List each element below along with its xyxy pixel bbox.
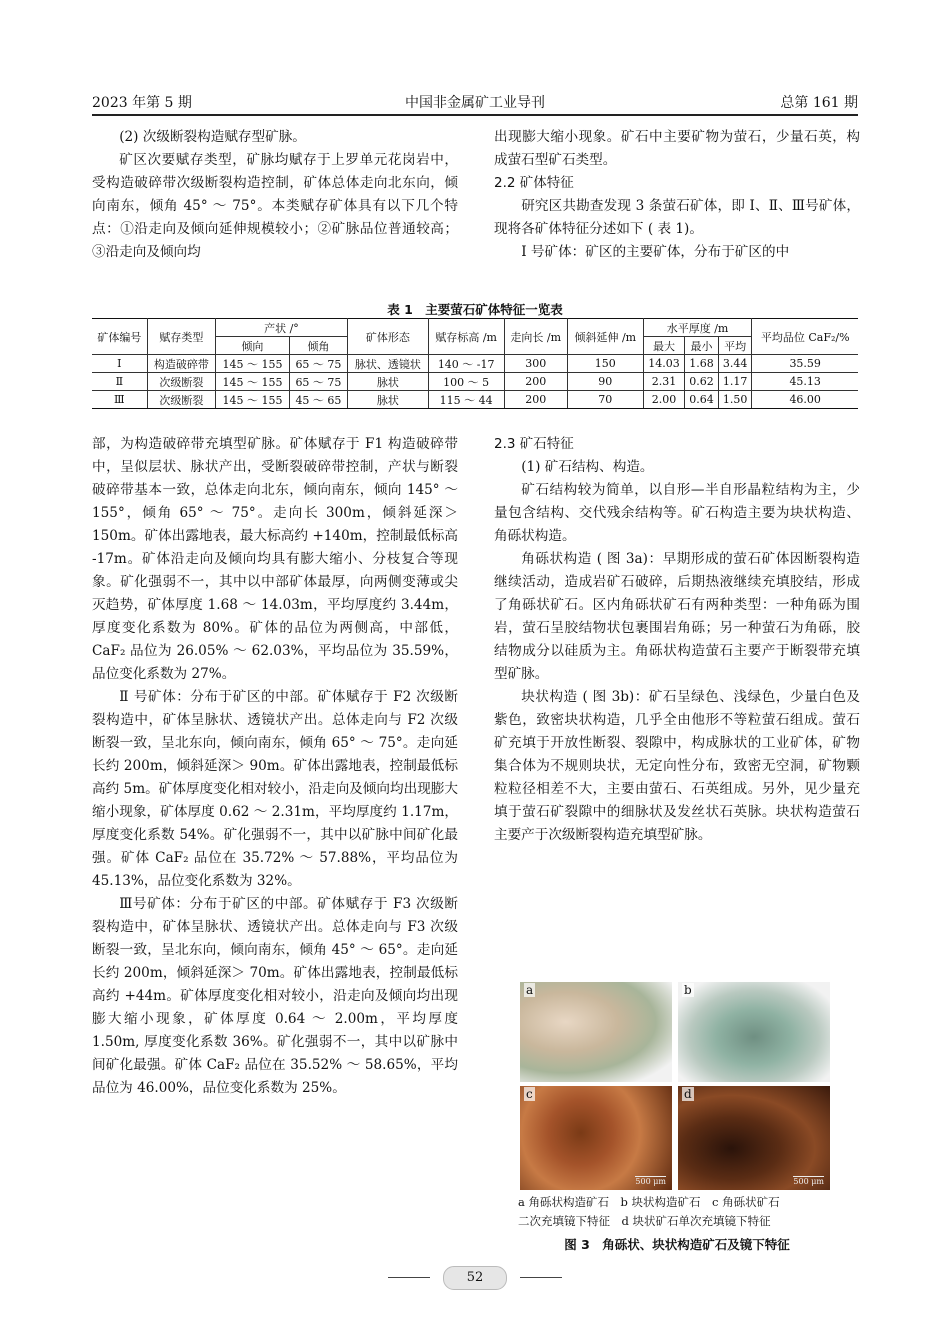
paragraph: 出现膨大缩小现象。矿石中主要矿物为萤石，少量石英，构成萤石型矿石类型。	[494, 129, 860, 168]
cell: 145 ～ 155	[215, 391, 289, 409]
paragraph: (2) 次级断裂构造赋存型矿脉。	[119, 129, 306, 145]
label-d: d	[684, 1087, 692, 1101]
figure-3	[520, 982, 830, 1192]
subsection-heading: (1) 矿石结构、构造。	[521, 459, 654, 475]
header-total-issue: 总第 161 期	[780, 95, 858, 111]
cell: 脉状、透镜状	[347, 355, 428, 373]
header-issue: 2023 年第 5 期	[92, 95, 192, 111]
th-thickness: 水平厚度 /m	[643, 319, 752, 337]
cell: 脉状	[347, 373, 428, 391]
cell: Ⅱ	[92, 373, 147, 391]
cell: 145 ～ 155	[215, 373, 289, 391]
cell: 14.03	[643, 355, 685, 373]
label-b: b	[684, 983, 692, 997]
paragraph: Ⅲ号矿体：分布于矿区的中部。矿体赋存于 F3 次级断裂构造中，矿体呈脉状、透镜状产出。总体走向与 F3 次级断裂一致，呈北东向，倾向南东，倾角 45° ～ 65°。走向延长约 200m，倾斜延深＞ 70m。矿体出露地表，控制最低标高约 +44m。矿体厚度变化相对较小，沿走向及倾向均出现膨大缩小现象，矿体厚度 0.64 ～ 2.00m，平均厚度 1.50m, 厚度变化系数 36%。矿化强弱不一，其中以矿脉中间矿化最强。矿体 CaF₂ 品位在 35.52% ～ 58.65%，平均品位为 46.00%，品位变化系数为 25%。	[92, 896, 458, 1096]
caption-line: a 角砾状构造矿石 b 块状构造矿石 c 角砾状矿石	[518, 1195, 780, 1209]
cell: 1.17	[718, 373, 752, 391]
photo-a-breccia-ore	[520, 982, 672, 1082]
cell: 2.00	[643, 391, 685, 409]
photo-c-micrograph	[520, 1086, 672, 1190]
cell: 2.31	[643, 373, 685, 391]
figure-title: 图 3 角砾状、块状构造矿石及镜下特征	[564, 1237, 790, 1252]
cell: 70	[567, 391, 643, 409]
cell: 200	[504, 391, 567, 409]
column-top-right	[494, 126, 860, 264]
cell: 90	[567, 373, 643, 391]
cell: 115 ～ 44	[428, 391, 504, 409]
page-number-rule-right	[520, 1277, 562, 1278]
th-form: 矿体形态	[347, 319, 428, 355]
cell: 145 ～ 155	[215, 355, 289, 373]
page-number: 52	[443, 1266, 507, 1290]
th-attitude: 产状 /°	[215, 319, 347, 337]
cell: 次级断裂	[147, 373, 215, 391]
cell: 45.13	[752, 373, 858, 391]
cell: 构造破碎带	[147, 355, 215, 373]
th-elev: 赋存标高 /m	[428, 319, 504, 355]
cell: 3.44	[718, 355, 752, 373]
ore-body-table	[92, 318, 858, 409]
th-ext: 倾斜延伸 /m	[567, 319, 643, 355]
photo-b-massive-ore	[678, 982, 830, 1082]
th-type: 赋存类型	[147, 319, 215, 355]
header-journal: 中国非金属矿工业导刊	[405, 95, 545, 111]
th-dip: 倾角	[289, 337, 347, 355]
paragraph: 块状构造 ( 图 3b)：矿石呈绿色、浅绿色，少量白色及紫色，致密块状构造，几乎全由他形不等粒萤石组成。萤石矿充填于开放性断裂、裂隙中，构成脉状的工业矿体，矿物集合体为不规则块状，无定向性分布，致密无空洞，矿物颗粒粒径相差不大，主要由萤石、石英组成。另外，见少量充填于萤石矿裂隙中的细脉状及发丝状石英脉。块状构造萤石主要产于次级断裂构造充填型矿脉。	[494, 689, 860, 843]
column-bottom-left	[92, 433, 458, 1100]
paragraph: 部，为构造破碎带充填型矿脉。矿体赋存于 F1 构造破碎带中，呈似层状、脉状产出，受断裂破碎带控制，产状与断裂破碎带基本一致，总体走向北东，倾向南东，倾向 145° ～ 155°，倾角 65° ～ 75°。走向长 300m，倾斜延深＞ 150m。矿体出露地表，最大标高约 +140m，控制最低标高 -17m。矿体沿走向及倾向均具有膨大缩小、分枝复合等现象。矿化强弱不一，其中以中部矿体最厚，向两侧变薄或尖灭趋势，矿体厚度 1.68 ～ 14.03m，平均厚度约 3.44m，厚度变化系数为 80%。矿体的品位为两侧高，中部低，CaF₂ 品位为 26.05% ～ 62.03%，平均品位为 35.59%，品位变化系数为 27%。	[92, 436, 458, 682]
cell: 65 ～ 75	[289, 373, 347, 391]
column-bottom-right	[494, 433, 860, 847]
scale-bar-c: 500 μm	[635, 1177, 666, 1186]
table-row	[92, 391, 858, 409]
caption-line: 二次充填镜下特征 d 块状矿石单次充填镜下特征	[518, 1214, 771, 1228]
photo-d-micrograph	[678, 1086, 830, 1190]
th-id: 矿体编号	[92, 319, 147, 355]
cell: 脉状	[347, 391, 428, 409]
table-row	[92, 373, 858, 391]
cell: 46.00	[752, 391, 858, 409]
cell: 200	[504, 373, 567, 391]
label-c: c	[526, 1087, 533, 1101]
th-min: 最小	[685, 337, 719, 355]
paragraph: 矿区次要赋存类型，矿脉均赋存于上罗单元花岗岩中，受构造破碎带次级断裂构造控制，矿体总体走向北东向，倾向南东，倾角 45° ～ 75°。本类赋存矿体具有以下几个特点：①沿走向及倾向延伸规模较小；②矿脉品位普通较高；③沿走向及倾向均	[92, 152, 458, 260]
cell: 1.50	[718, 391, 752, 409]
header-rule	[92, 114, 858, 116]
paragraph: Ⅱ 号矿体：分布于矿区的中部。矿体赋存于 F2 次级断裂构造中，矿体呈脉状、透镜状产出。总体走向与 F2 次级断裂一致，呈北东向，倾向南东，倾角 65° ～ 75°。走向延长约 200m，倾斜延深＞ 90m。矿体出露地表，控制最低标高约 5m。矿体厚度变化相对较小，沿走向及倾向均出现膨大缩小现象，矿体厚度 0.62 ～ 2.31m，平均厚度约 1.17m，厚度变化系数 54%。矿化强弱不一，其中以矿脉中间矿化最强。矿体 CaF₂ 品位在 35.72% ～ 57.88%，平均品位为 45.13%，品位变化系数为 32%。	[92, 689, 458, 889]
paragraph: 角砾状构造 ( 图 3a)：早期形成的萤石矿体因断裂构造继续活动，造成岩矿石破碎，后期热液继续充填胶结，形成了角砾状矿石。区内角砾状矿石有两种类型：一种角砾为围岩，萤石呈胶结物状包裹围岩角砾；另一种萤石为角砾，胶结物成分以硅质为主。角砾状构造萤石主要产于断裂带充填型矿脉。	[494, 551, 860, 682]
cell: 次级断裂	[147, 391, 215, 409]
cell: Ⅰ	[92, 355, 147, 373]
th-grade: 平均品位 CaF₂/%	[752, 319, 858, 355]
th-strike: 走向长 /m	[504, 319, 567, 355]
page-number-rule-left	[388, 1277, 430, 1278]
column-top-left	[92, 126, 458, 264]
label-a: a	[526, 983, 534, 997]
paragraph: 矿石结构较为简单，以自形—半自形晶粒结构为主，少量包含结构、交代残余结构等。矿石构造主要为块状构造、角砾状构造。	[494, 482, 860, 544]
th-dir: 倾向	[215, 337, 289, 355]
cell: 35.59	[752, 355, 858, 373]
paragraph: Ⅰ 号矿体：矿区的主要矿体，分布于矿区的中	[521, 244, 790, 260]
cell: 300	[504, 355, 567, 373]
cell: 100 ～ 5	[428, 373, 504, 391]
table-caption: 表 1 主要萤石矿体特征一览表	[387, 302, 563, 317]
section-heading: 2.3 矿石特征	[494, 436, 574, 452]
table-row	[92, 355, 858, 373]
cell: 65 ～ 75	[289, 355, 347, 373]
th-avg: 平均	[718, 337, 752, 355]
cell: 1.68	[685, 355, 719, 373]
paragraph: 研究区共勘查发现 3 条萤石矿体，即 Ⅰ、Ⅱ、Ⅲ号矿体，现将各矿体特征分述如下 ( 表 1)。	[494, 198, 860, 237]
cell: 150	[567, 355, 643, 373]
figure-caption	[518, 1193, 832, 1231]
cell: 140 ～ -17	[428, 355, 504, 373]
scale-bar-d: 500 μm	[793, 1177, 824, 1186]
th-max: 最大	[643, 337, 685, 355]
cell: 0.62	[685, 373, 719, 391]
cell: 45 ～ 65	[289, 391, 347, 409]
cell: Ⅲ	[92, 391, 147, 409]
section-heading: 2.2 矿体特征	[494, 175, 574, 191]
cell: 0.64	[685, 391, 719, 409]
running-header	[92, 92, 858, 114]
